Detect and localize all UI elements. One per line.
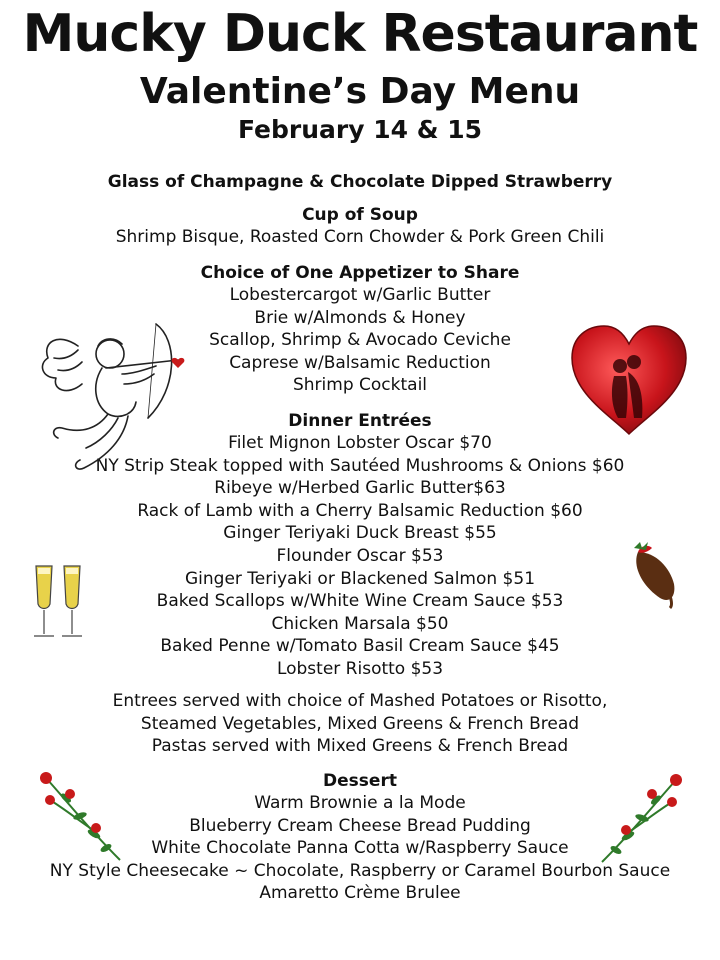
appetizer-item: Shrimp Cocktail [292, 375, 428, 396]
appetizer-title: Choice of One Appetizer to Share [200, 263, 520, 283]
cupid-icon [28, 318, 198, 476]
entree-item: Rack of Lamb with a Cherry Balsamic Reduction $60 [137, 500, 583, 521]
dessert-title: Dessert [323, 771, 397, 791]
dessert-item: NY Style Cheesecake ~ Chocolate, Raspberry or Caramel Bourbon Sauce [49, 860, 671, 881]
restaurant-name: Mucky Duck Restaurant [22, 4, 698, 64]
chocolate-strawberry-icon [630, 540, 680, 610]
champagne-glasses-icon [30, 560, 86, 644]
entree-item: Baked Scallops w/White Wine Cream Sauce $53 [156, 591, 564, 612]
dessert-item: Blueberry Cream Cheese Bread Pudding [189, 815, 531, 836]
entree-title: Dinner Entrées [288, 411, 432, 431]
menu-title: Valentine’s Day Menu [139, 71, 581, 112]
entree-item: Baked Penne w/Tomato Basil Cream Sauce $45 [160, 636, 560, 657]
entree-item: Ginger Teriyaki or Blackened Salmon $51 [184, 568, 536, 589]
soup-section [0, 204, 720, 249]
entree-item: Lobster Risotto $53 [276, 658, 444, 679]
welcome-line: Glass of Champagne & Chocolate Dipped Strawberry [107, 172, 613, 192]
sides-section [0, 690, 720, 758]
soup-item: Shrimp Bisque, Roasted Corn Chowder & Pork Green Chili [115, 227, 605, 247]
appetizer-item: Scallop, Shrimp & Avocado Ceviche [209, 330, 511, 351]
appetizer-item: Caprese w/Balsamic Reduction [229, 352, 491, 373]
entree-item: Filet Mignon Lobster Oscar $70 [228, 433, 492, 453]
entree-item: Ginger Teriyaki Duck Breast $55 [223, 523, 497, 544]
soup-title: Cup of Soup [302, 205, 418, 225]
heart-icon [568, 322, 690, 438]
dessert-item: Warm Brownie a la Mode [254, 793, 466, 813]
entree-item: Chicken Marsala $50 [271, 613, 449, 634]
appetizer-item: Brie w/Almonds & Honey [254, 307, 466, 328]
dessert-item: Amaretto Crème Brulee [259, 883, 461, 904]
appetizer-item: Lobestercargot w/Garlic Butter [229, 285, 491, 305]
rose-icon [36, 770, 126, 866]
rose-icon [596, 772, 686, 868]
sides-note: Entrees served with choice of Mashed Potatoes or Risotto, [112, 691, 608, 711]
dessert-item: White Chocolate Panna Cotta w/Raspberry Sauce [151, 838, 569, 859]
entree-item: NY Strip Steak topped with Sautéed Mushrooms & Onions $60 [95, 455, 625, 476]
menu-dates: February 14 & 15 [237, 115, 483, 144]
sides-note: Pastas served with Mixed Greens & French Bread [151, 736, 569, 757]
sides-note: Steamed Vegetables, Mixed Greens & French Bread [140, 713, 580, 734]
entree-item: Ribeye w/Herbed Garlic Butter$63 [214, 478, 506, 499]
entree-item: Flounder Oscar $53 [276, 545, 444, 566]
